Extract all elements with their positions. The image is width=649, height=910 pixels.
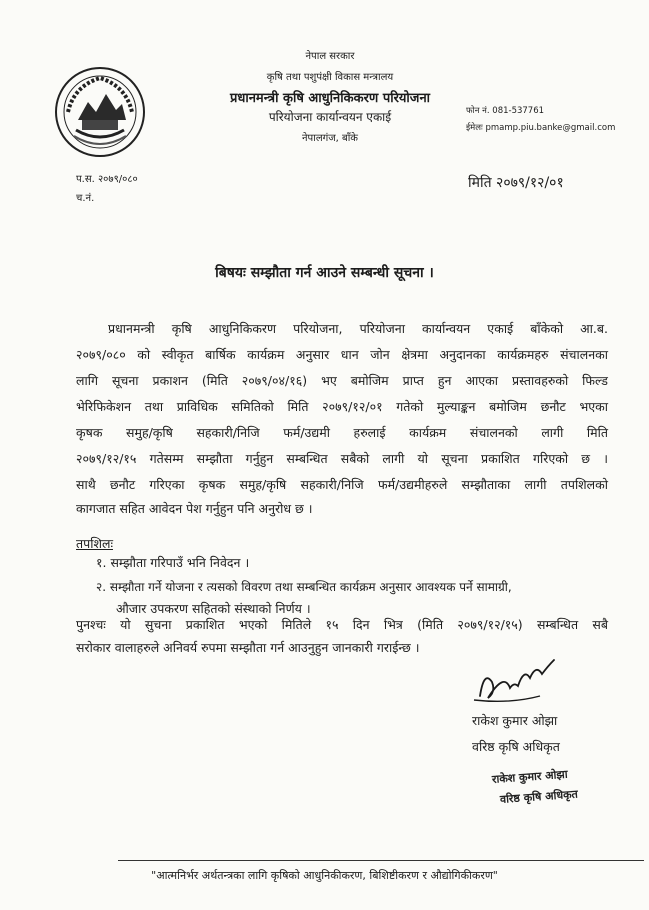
body-line: साथै छनौट गरिएका कृषक समुह/कृषि सहकारी/निजि फर्म/उद्यमीहरुले सम्झौताका लागी तपशिलको: [76, 477, 608, 492]
signatory-name: राकेश कुमार ओझा: [472, 713, 558, 728]
official-stamp-title: वरिष्ठ कृषि अधिकृत: [499, 787, 579, 806]
body-line: कृषक समुह/कृषि सहकारी/निजि फर्म/उद्यमी हरुलाई कार्यक्रम संचालनको लागी मिति: [76, 425, 608, 440]
letterhead-unit: परियोजना कार्यान्वयन एकाई: [268, 110, 392, 124]
postscript-line: पुनश्चः यो सुचना प्रकाशित भएको मितिले १५ दिन भित्र (मिति २०७९/१२/१५) सम्बन्धित सबै: [76, 617, 608, 632]
letterhead-government: नेपाल सरकार: [305, 51, 355, 62]
letterhead-project: प्रधानमन्त्री कृषि आधुनिकिकरण परियोजना: [229, 91, 431, 106]
handwritten-signature-icon: [470, 652, 560, 708]
tapasil-heading: तपशिलः: [76, 536, 113, 551]
tapasil-item: २. सम्झौता गर्ने योजना र त्यसको विवरण तथा सम्बन्धित कार्यक्रम अनुसार आवश्यक पर्ने सामाग्री,: [96, 580, 512, 594]
signatory-title: वरिष्ठ कृषि अधिकृत: [472, 739, 560, 754]
dispatch-number: च.नं.: [76, 193, 95, 204]
footer-divider: [118, 860, 644, 861]
footer-slogan: "आत्मनिर्भर अर्थतन्त्रका लागि कृषिको आधुनिकीकरण, बिशिष्टीकरण र औद्योगिकीकरण": [151, 869, 498, 882]
letterhead-location: नेपालगंज, बाँके: [302, 133, 358, 144]
subject-line: बिषयः सम्झौता गर्न आउने सम्बन्धी सूचना ।: [215, 265, 434, 281]
body-line: लागि सूचना प्रकाशन (मिति २०७९/०४/१६) भए बमोजिम प्राप्त हुन आएका प्रस्तावहरुको फिल्ड: [76, 373, 608, 388]
body-line: भेरिफिकेशन तथा प्राविधिक समितिको मिति २०७९/१२/०१ गतेको मुल्याङ्कन बमोजिम छनौट भएका: [76, 399, 608, 414]
email-address: ईमेलः pmamp.piu.banke@gmail.com: [466, 123, 616, 133]
official-stamp-name: राकेश कुमार ओझा: [491, 767, 569, 786]
body-line: २०७९/०८० को स्वीकृत बार्षिक कार्यक्रम अनुसार धान जोन क्षेत्रमा अनुदानका कार्यक्रमहरु संचालनका: [76, 347, 608, 362]
body-line: २०७९/१२/१५ गतेसम्म सम्झौता गर्नुहुन सम्बन्धित सबैको लागी यो सूचना प्रकाशित गरिएको छ ।: [76, 451, 608, 466]
letterhead-ministry: कृषि तथा पशुपंक्षी विकास मन्त्रालय: [266, 72, 394, 83]
tapasil-item: १. सम्झौता गरिपाउँ भनि निवेदन ।: [96, 555, 250, 570]
tapasil-item-continued: औजार उपकरण सहितको संस्थाको निर्णय ।: [116, 601, 311, 616]
phone-number: फोन नं. 081-537761: [466, 106, 545, 116]
postscript-line: सरोकार वालाहरुले अनिवर्य रुपमा सम्झौता गर्न आउनुहुन जानकारी गराईन्छ ।: [76, 640, 420, 655]
body-line: कागजात सहित आवेदन पेश गर्नुहुन पनि अनुरोध छ ।: [76, 501, 313, 516]
letter-date: मिति २०७९/१२/०१: [468, 175, 564, 191]
nepal-emblem-icon: [54, 66, 146, 158]
letter-reference-number: प.स. २०७९/०८०: [76, 174, 138, 185]
body-line: प्रधानमन्त्री कृषि आधुनिकिकरण परियोजना, परियोजना कार्यान्वयन एकाई बाँकेको आ.ब.: [108, 321, 608, 336]
